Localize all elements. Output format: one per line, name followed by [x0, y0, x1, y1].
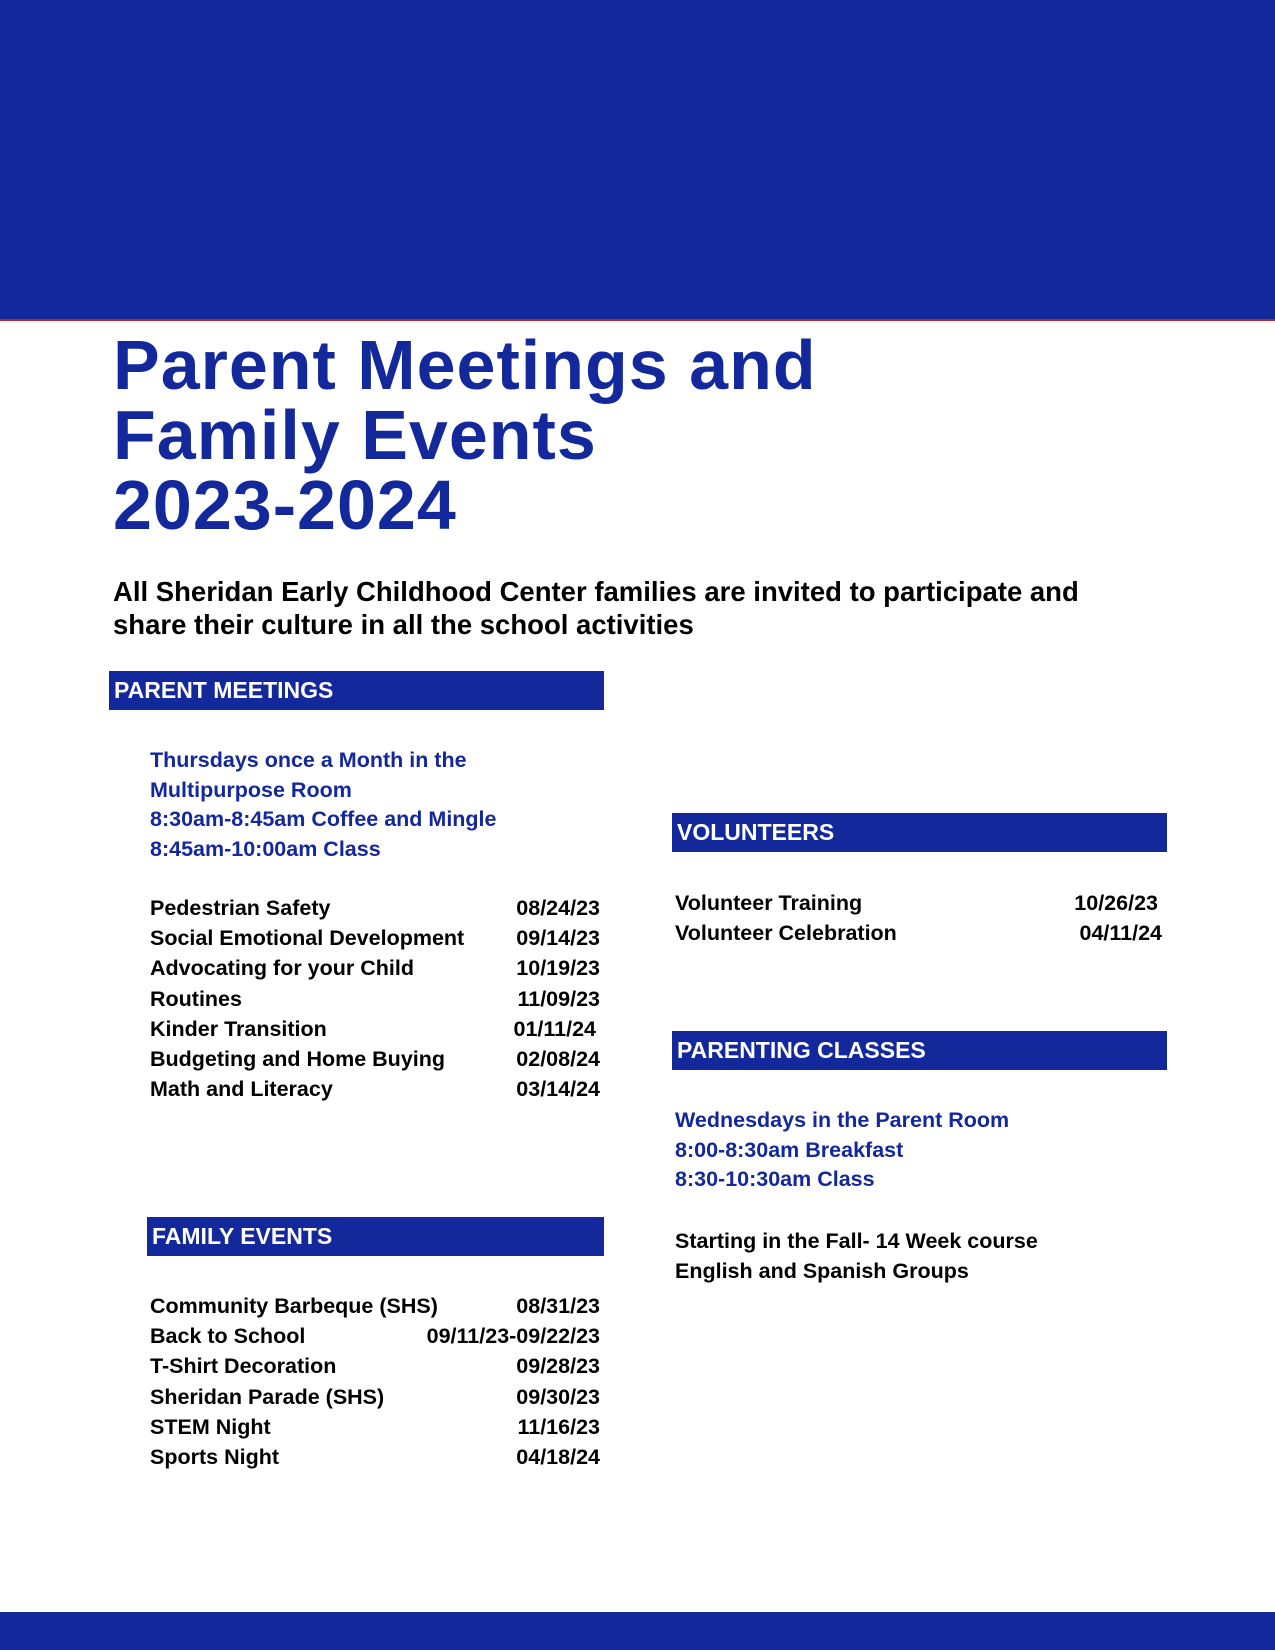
item-name: Volunteer Celebration: [675, 921, 897, 946]
family-events-list: [150, 1291, 600, 1472]
parenting-classes-notes: [675, 1226, 1038, 1286]
info-line: 8:30-10:30am Class: [675, 1167, 875, 1191]
parent-meetings-list: [150, 893, 600, 1104]
volunteers-header: VOLUNTEERS: [672, 813, 1167, 852]
info-line: 8:00-8:30am Breakfast: [675, 1137, 904, 1162]
bottom-bar: [0, 1612, 1275, 1650]
info-line: Wednesdays in the Parent Room: [675, 1108, 1010, 1132]
item-name: T-Shirt Decoration: [150, 1354, 337, 1379]
list-item: [150, 923, 600, 953]
list-item: [150, 953, 600, 983]
item-name: Advocating for your Child: [150, 956, 414, 981]
list-item: [150, 1291, 600, 1321]
item-name: Sheridan Parade (SHS): [150, 1384, 385, 1409]
family-events-header: FAMILY EVENTS: [147, 1217, 604, 1256]
item-date: 04/11/24: [1079, 921, 1162, 946]
item-date: 03/14/24: [516, 1077, 600, 1102]
list-item: [150, 1351, 600, 1381]
top-banner: [0, 0, 1275, 321]
item-date: 09/11/23-09/22/23: [426, 1324, 600, 1349]
item-date: 08/31/23: [516, 1294, 600, 1318]
list-item: [675, 888, 1162, 918]
info-line: Multipurpose Room: [150, 777, 352, 802]
item-name: Routines: [150, 986, 242, 1011]
item-date: 11/09/23: [517, 986, 600, 1011]
list-item: [150, 1412, 600, 1442]
list-item: [150, 1442, 600, 1472]
item-name: Budgeting and Home Buying: [150, 1046, 446, 1071]
item-date: 04/18/24: [516, 1444, 600, 1469]
item-date: 09/30/23: [516, 1384, 600, 1409]
item-date: 01/11/24: [513, 1016, 596, 1041]
item-name: Back to School: [150, 1324, 306, 1349]
list-item: [150, 984, 600, 1014]
subtitle-line: share their culture in all the school activities: [113, 609, 694, 640]
list-item: [150, 1014, 600, 1044]
item-name: Volunteer Training: [675, 891, 863, 915]
item-date: 10/26/23: [1074, 891, 1158, 915]
info-line: Thursdays once a Month in the: [150, 748, 467, 772]
parent-meetings-header: PARENT MEETINGS: [109, 671, 604, 710]
note-line: Starting in the Fall- 14 Week course: [675, 1229, 1038, 1253]
title-line: 2023-2024: [113, 466, 457, 544]
item-name: Kinder Transition: [150, 1016, 327, 1041]
title-line: Family Events: [113, 396, 597, 474]
list-item: [150, 1382, 600, 1412]
item-date: 10/19/23: [516, 956, 600, 981]
item-name: Pedestrian Safety: [150, 896, 331, 920]
page-subtitle: [113, 575, 1193, 641]
title-line: Parent Meetings and: [113, 326, 817, 404]
item-name: Sports Night: [150, 1444, 279, 1469]
list-item: [150, 893, 600, 923]
parenting-classes-header: PARENTING CLASSES: [672, 1031, 1167, 1070]
item-date: 08/24/23: [516, 896, 600, 920]
item-name: Social Emotional Development: [150, 926, 465, 951]
page-title: [113, 326, 817, 544]
item-date: 02/08/24: [516, 1046, 600, 1071]
list-item: [150, 1044, 600, 1074]
item-date: 09/14/23: [516, 926, 600, 951]
list-item: [675, 918, 1162, 948]
parenting-classes-info: [675, 1106, 1009, 1195]
item-name: STEM Night: [150, 1414, 271, 1439]
info-line: 8:30am-8:45am Coffee and Mingle: [150, 807, 497, 831]
info-line: 8:45am-10:00am Class: [150, 836, 381, 861]
list-item: [150, 1321, 600, 1351]
subtitle-line: All Sheridan Early Childhood Center families are invited to participate and: [113, 576, 1079, 607]
item-date: 09/28/23: [516, 1354, 600, 1379]
item-name: Community Barbeque (SHS): [150, 1294, 438, 1318]
list-item: [150, 1074, 600, 1104]
parent-meetings-info: [150, 746, 497, 864]
item-name: Math and Literacy: [150, 1077, 333, 1102]
note-line: English and Spanish Groups: [675, 1259, 969, 1283]
volunteers-list: [675, 888, 1162, 948]
item-date: 11/16/23: [517, 1414, 600, 1439]
